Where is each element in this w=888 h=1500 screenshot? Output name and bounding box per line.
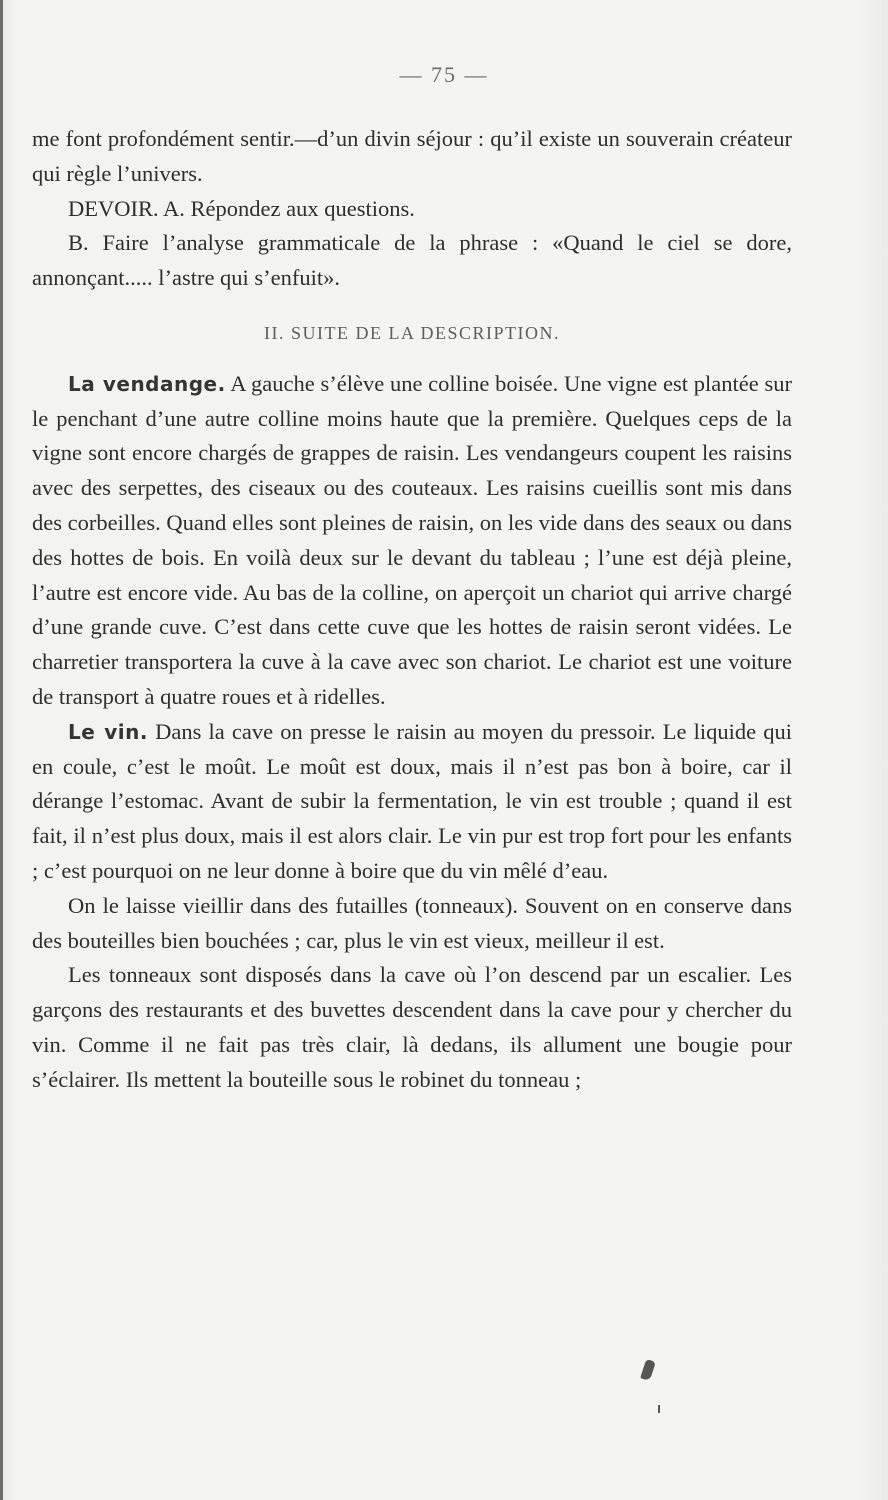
paragraph-intro-end: me font profondément sentir.—d’un divin séjour : qu’il existe un souverain créateur qui règle l’univers. xyxy=(32,126,792,186)
paragraph-devoir: DEVOIR. A. Répondez aux questions. xyxy=(68,195,415,221)
vin-heading: Le vin. xyxy=(68,719,149,744)
page-text xyxy=(32,122,792,1098)
page-number: — 75 — xyxy=(399,62,489,87)
paragraph-analysis: B. Faire l’analyse grammaticale de la phrase : «Quand le ciel se dore, annonçant..... l’astre qui s’enfuit». xyxy=(32,230,792,291)
page-binding-edge xyxy=(0,0,3,1500)
paragraph-futailles: On le laisse vieillir dans des futailles (tonneaux). Souvent on en conserve dans des bouteilles bien bouchées ; car, plus le vin est vieux, meilleur il est. xyxy=(32,892,792,953)
paragraph-vin xyxy=(32,715,792,889)
ink-blot xyxy=(640,1359,656,1381)
vendange-text: A gauche s’élève une colline boisée. Une vigne est plantée sur le penchant d’une autre colline moins haute que la première. Quelques ceps de la vigne sont encore chargés de grappes de raisin. Les vendangeurs coupent les raisins avec des serpettes, des ciseaux ou des couteaux. Les raisins cueillis sont mis dans des corbeilles. Quand elles sont pleines de raisin, on les vide dans des seaux ou dans des hottes de bois. En voilà deux sur le devant du tableau ; l’une est déjà pleine, l’autre est encore vide. Au bas de la colline, on aperçoit un chariot qui arrive chargé d’une grande cuve. C’est dans cette cuve que les hottes de raisin seront vidées. Le charretier transportera la cuve à la cave avec son chariot. Le chariot est une voiture de transport à quatre roues et à ridelles. xyxy=(32,370,793,709)
vendange-heading: La vendange. xyxy=(68,371,226,396)
section-title: II. SUITE DE LA DESCRIPTION. xyxy=(264,322,560,343)
ink-speck xyxy=(658,1405,660,1413)
paragraph-vendange xyxy=(32,367,792,715)
vin-text: Dans la cave on presse le raisin au moyen du pressoir. Le liquide qui en coule, c’est le moût. Le moût est doux, mais il n’est pas bon à boire, car il dérange l’estomac. Avant de subir la fermentation, le vin est trouble ; quand il est fait, il n’est plus doux, mais il est alors clair. Le vin pur est trop fort pour les enfants ; c’est pourquoi on ne leur donne à boire que du vin mêlé d’eau. xyxy=(32,718,793,883)
paragraph-tonneaux: Les tonneaux sont disposés dans la cave où l’on descend par un escalier. Les garçons des restaurants et des buvettes descendent dans la cave pour y chercher du vin. Comme il ne fait pas très clair, là dedans, ils allument une bougie pour s’éclairer. Ils mettent la bouteille sous le robinet du tonneau ; xyxy=(32,962,792,1092)
